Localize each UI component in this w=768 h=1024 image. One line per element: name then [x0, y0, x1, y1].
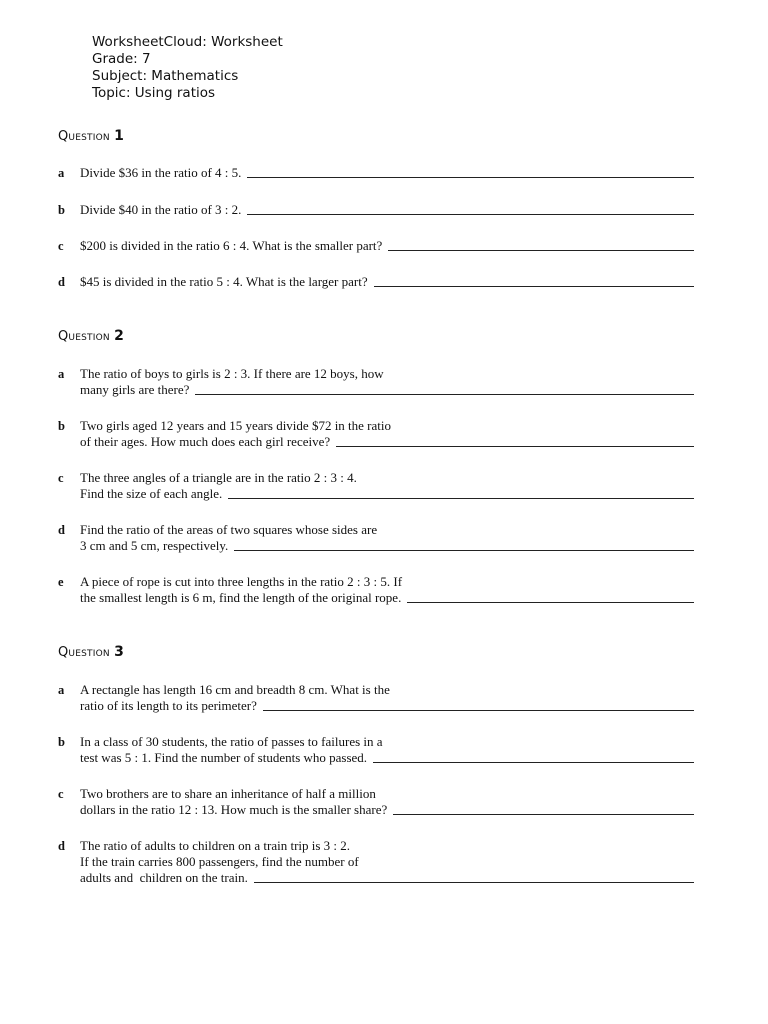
item-letter: b [58, 735, 65, 749]
item-text: Find the size of each angle. [80, 486, 223, 501]
answer-line[interactable] [407, 602, 694, 603]
item-letter: b [58, 203, 65, 217]
answer-line[interactable] [247, 177, 694, 178]
item-text: Divide $40 in the ratio of 3 : 2. [80, 202, 242, 217]
item-letter: d [58, 523, 65, 537]
question-3-title [58, 644, 124, 660]
answer-line[interactable] [374, 286, 694, 287]
answer-line[interactable] [336, 446, 694, 447]
item-letter: c [58, 787, 64, 801]
worksheet-grade: Grade: 7 [92, 51, 151, 67]
item-text: A piece of rope is cut into three lengths in the ratio 2 : 3 : 5. If [80, 574, 403, 589]
answer-line[interactable] [228, 498, 694, 499]
item-text: of their ages. How much does each girl receive? [80, 434, 331, 449]
answer-line[interactable] [388, 250, 694, 251]
question-number: 3 [114, 644, 125, 660]
item-letter: d [58, 275, 65, 289]
item-text: A rectangle has length 16 cm and breadth 8 cm. What is the [80, 682, 390, 697]
answer-line[interactable] [373, 762, 694, 763]
item-text: The ratio of adults to children on a train trip is 3 : 2. [80, 838, 351, 853]
answer-line[interactable] [195, 394, 694, 395]
item-letter: a [58, 166, 65, 180]
item-letter: a [58, 683, 65, 697]
item-letter: d [58, 839, 65, 853]
item-letter: b [58, 419, 65, 433]
question-title-word: Question [58, 645, 110, 660]
item-text: ratio of its length to its perimeter? [80, 698, 257, 713]
item-text: $45 is divided in the ratio 5 : 4. What is the larger part? [80, 274, 368, 289]
item-text: the smallest length is 6 m, find the length of the original rope. [80, 590, 402, 605]
item-text: 3 cm and 5 cm, respectively. [80, 538, 229, 553]
item-text: The three angles of a triangle are in the ratio 2 : 3 : 4. [80, 470, 357, 485]
item-text: Divide $36 in the ratio of 4 : 5. [80, 165, 242, 180]
answer-line[interactable] [254, 882, 694, 883]
item-letter: e [58, 575, 64, 589]
worksheet-header [92, 34, 283, 102]
item-text: dollars in the ratio 12 : 13. How much is the smaller share? [80, 802, 388, 817]
worksheet-topic: Topic: Using ratios [92, 85, 216, 101]
question-2-title [58, 328, 124, 344]
worksheet-source: WorksheetCloud: Worksheet [92, 34, 283, 50]
answer-line[interactable] [234, 550, 694, 551]
item-text: test was 5 : 1. Find the number of students who passed. [80, 750, 368, 765]
item-text: If the train carries 800 passengers, find the number of [80, 854, 359, 869]
item-text: Two girls aged 12 years and 15 years divide $72 in the ratio [80, 418, 392, 433]
answer-line[interactable] [393, 814, 694, 815]
item-letter: c [58, 471, 64, 485]
question-number: 1 [114, 128, 125, 144]
answer-line[interactable] [247, 214, 694, 215]
item-letter: c [58, 239, 64, 253]
answer-line[interactable] [263, 710, 694, 711]
item-text: adults and children on the train. [80, 870, 248, 885]
item-text: $200 is divided in the ratio 6 : 4. What is the smaller part? [80, 238, 383, 253]
item-text: many girls are there? [80, 382, 190, 397]
item-text: In a class of 30 students, the ratio of passes to failures in a [80, 734, 383, 749]
question-title-word: Question [58, 129, 110, 144]
question-number: 2 [114, 328, 125, 344]
question-1-title [58, 128, 124, 144]
item-letter: a [58, 367, 65, 381]
item-text: The ratio of boys to girls is 2 : 3. If there are 12 boys, how [80, 366, 384, 381]
item-text: Two brothers are to share an inheritance of half a million [80, 786, 376, 801]
question-title-word: Question [58, 329, 110, 344]
worksheet-subject: Subject: Mathematics [92, 68, 239, 84]
item-text: Find the ratio of the areas of two squares whose sides are [80, 522, 378, 537]
